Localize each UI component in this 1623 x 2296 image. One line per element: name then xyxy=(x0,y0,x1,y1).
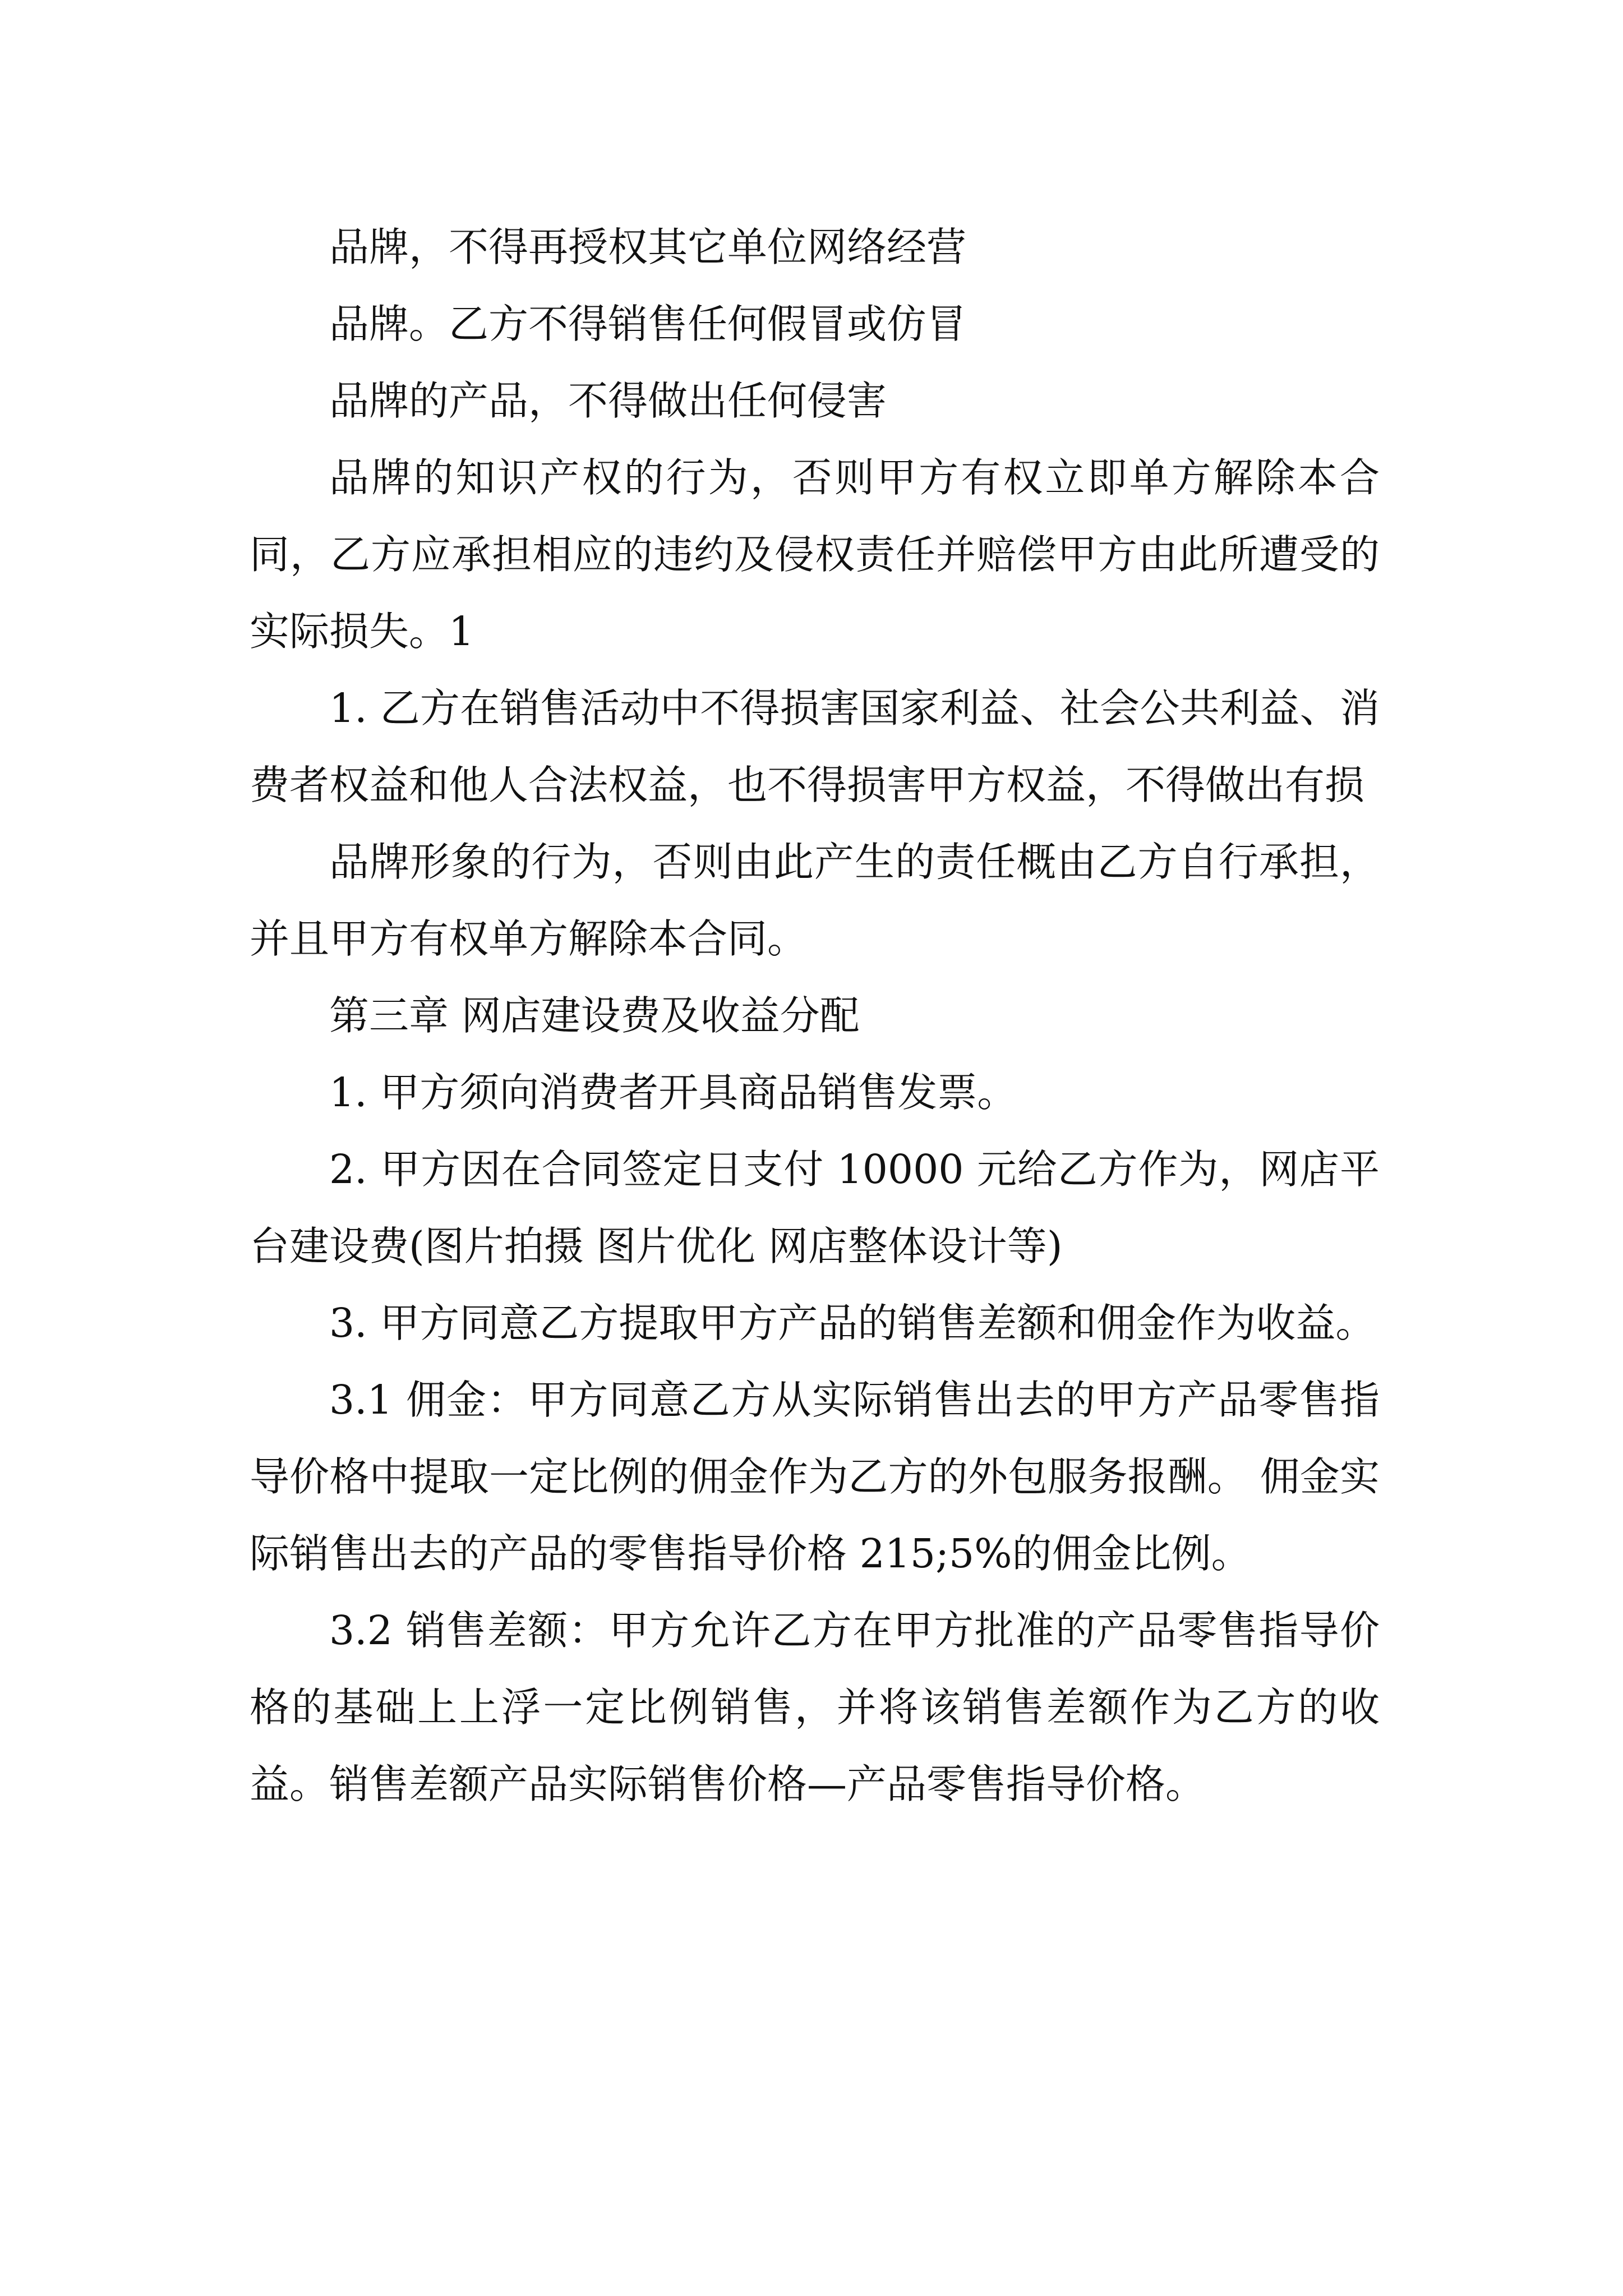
paragraph-3: 品牌的产品，不得做出任何侵害 xyxy=(329,378,887,424)
paragraph-10: 3. 甲方同意乙方提取甲方产品的销售差额和佣金作为收益。 xyxy=(329,1300,1376,1346)
paragraph-9: 2. 甲方因在合同签定日支付 10000 元给乙方作为，网店平台建设费(图片拍摄 图片优化 网店整体设计等) xyxy=(250,1146,1380,1269)
paragraph-6: 品牌形象的行为，否则由此产生的责任概由乙方自行承担，并且甲方有权单方解除本合同。 xyxy=(250,839,1380,962)
document-body xyxy=(250,209,1380,1823)
paragraph-4: 品牌的知识产权的行为，否则甲方有权立即单方解除本合同，乙方应承担相应的违约及侵权责任并赔偿甲方由此所遭受的实际损失。1 xyxy=(250,454,1380,655)
paragraph-1: 品牌，不得再授权其它单位网络经营 xyxy=(329,224,967,270)
chapter-heading: 第三章 网店建设费及收益分配 xyxy=(329,992,860,1039)
paragraph-2: 品牌。乙方不得销售任何假冒或仿冒 xyxy=(329,301,967,347)
paragraph-11: 3.1 佣金：甲方同意乙方从实际销售出去的甲方产品零售指导价格中提取一定比例的佣金作为乙方的外包服务报酬。 佣金实际销售出去的产品的零售指导价格 215;5%的佣金比例。 xyxy=(250,1377,1380,1577)
paragraph-5: 1. 乙方在销售活动中不得损害国家利益、社会公共利益、消费者权益和他人合法权益，也不得损害甲方权益，不得做出有损 xyxy=(250,685,1380,808)
paragraph-8: 1. 甲方须向消费者开具商品销售发票。 xyxy=(329,1069,1017,1116)
paragraph-12: 3.2 销售差额：甲方允许乙方在甲方批准的产品零售指导价格的基础上上浮一定比例销售，并将该销售差额作为乙方的收益。销售差额产品实际销售价格—产品零售指导价格。 xyxy=(250,1607,1380,1807)
